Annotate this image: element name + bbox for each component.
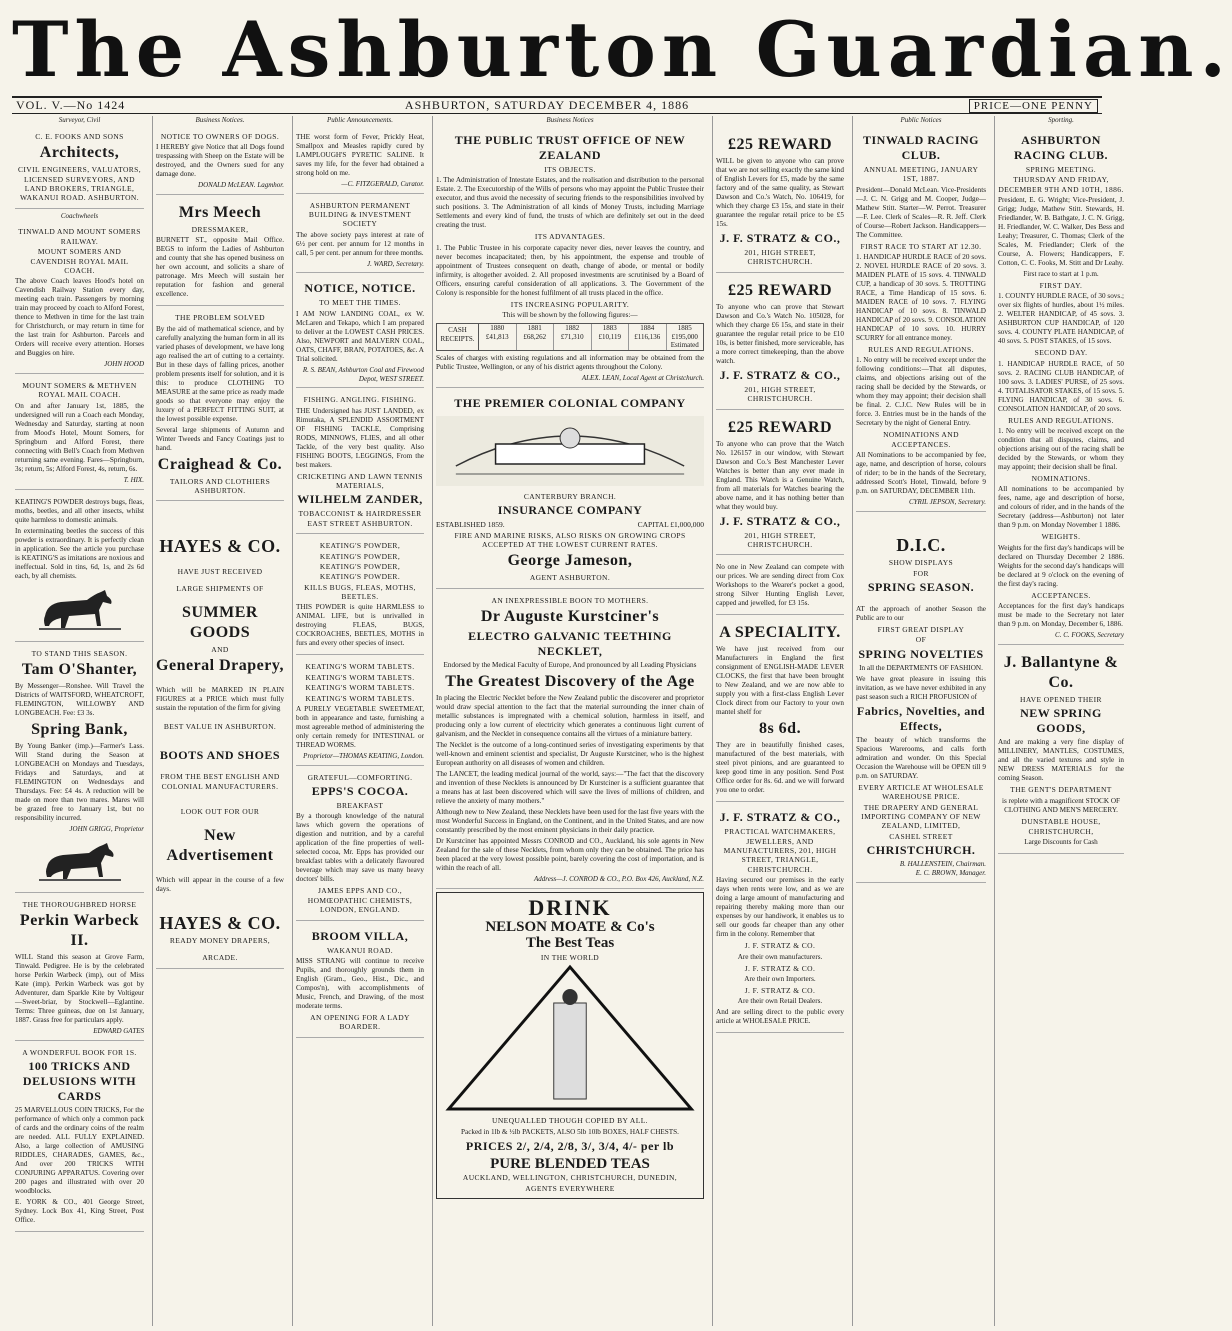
ad-subtitle: LOOK OUT FOR OUR <box>180 807 260 817</box>
ad-body: The beauty of which transforms the Spacious Warerooms, and calls forth admiration and wonder. On this Special Occasion the Warehouse will be OPEN till 9 p.m. on SATURDAY. <box>856 735 986 780</box>
ad-subtitle: ITS ADVANTAGES. <box>534 232 606 242</box>
ad-subtitle: NOMINATIONS AND ACCEPTANCES. <box>883 430 959 449</box>
watch-compete-ad <box>716 558 844 615</box>
receipt-year: 1885 <box>677 323 692 332</box>
ad-body: The Necklet is the outcome of a long-continued series of investigating experiments by that well-known and eminent scientist and specialist, Dr Auguste Kurstciner, who is the highest European authority on all diseases of women and children. <box>436 741 704 768</box>
receipt-year: 1883 <box>602 323 617 332</box>
in-the-world: IN THE WORLD <box>540 952 600 962</box>
stratz-line: Are their own manufacturers. <box>737 952 823 961</box>
ad-body: is replete with a magnificent STOCK OF CLOTHING AND MEN'S MERCERY. <box>1001 796 1121 814</box>
ad-subtitle: FIRST RACE TO START AT 12.30. <box>860 241 982 251</box>
ad-title: Tam O'Shanter, <box>21 660 138 678</box>
ad-title: J. Ballantyne & Co. <box>1003 653 1119 691</box>
dic-ad <box>856 515 986 883</box>
column-1 <box>12 116 147 1326</box>
ad-subtitle: OF <box>915 635 927 645</box>
broom-villa-ad <box>296 924 424 1038</box>
ad-title: J. F. STRATZ & CO., <box>719 810 841 825</box>
ad-title: BROOM VILLA, <box>311 928 409 943</box>
column-heading: Business Notices <box>546 116 594 124</box>
ad-subtitle: ITS INCREASING POPULARITY. <box>510 299 630 309</box>
ad-body: All Nominations to be accompanied by fee, age, name, and description of horse, colours of rider; to be in the hands of the Secretary, addressed Scott's Hotel, Tinwald, before 9 p.m. on SATURDAY, DECEMBER 11th. <box>856 451 986 495</box>
ad-body: All nominations to be accompanied by fees, name, age and description of horse, and colours of rider, and in the hands of the Secretary (address—Ashburton) not later than 9 p.m. on Monday November 1 1886. <box>998 485 1124 530</box>
ad-body: BURNETT ST., opposite Mail Office. BEGS to inform the Ladies of Ashburton and county that she has opened business on her own account, and solicits a share of patronage. Mrs Meech will sustain her reputation for fashion and general excellence. <box>156 236 284 299</box>
ad-body: President—Donald McLean. Vice-Presidents—J. C. N. Grigg and M. Cooper, Judge—Mathew Stitt. Starter—W. Perrot. Treasurer—F. Lee. Clerk of Scales—R. R. Jeff. Clerk of Course—Robert Jackson. Handicappers—The Committee. <box>856 185 986 239</box>
ad-title: Craighead & Co. <box>157 455 283 473</box>
volume-number: VOL. V.—No 1424 <box>16 98 126 112</box>
price-text: 8s 6d. <box>758 720 802 738</box>
ad-title: Spring Bank, <box>31 720 128 738</box>
ad-subtitle: FIRST DAY. <box>1039 280 1083 290</box>
ad-repeat-line: KEATING'S WORM TABLETS. <box>305 672 415 682</box>
stratz-line: J. F. STRATZ & CO. <box>744 941 816 951</box>
receipt-note: Estimated <box>670 341 699 350</box>
ad-body: The LANCET, the leading medical journal of the world, says:—"The fact that the discovery and invention of these Necklets is announced by Dr Kurstciner is a sufficient guarantee that a means has at last been discovered which will save the lives of millions of children, and relieve the anxiety of many mothers." <box>436 770 704 806</box>
ad-subtitle: FIRE AND MARINE RISKS, ALSO RISKS ON GROWING CROPS ACCEPTED AT THE LOWEST CURRENT RATES. <box>454 530 686 550</box>
ad-title: WILHELM ZANDER, <box>297 492 423 507</box>
receipt-year: 1881 <box>527 323 542 332</box>
reward-ad-1 <box>716 130 844 273</box>
price-box: PRICE—ONE PENNY <box>969 99 1098 113</box>
ad-subtitle: THE GENT'S DEPARTMENT <box>1010 785 1112 795</box>
ad-title: Mrs Meech <box>178 203 262 221</box>
reward-ad-3 <box>716 413 844 556</box>
ad-subtitle: THURSDAY AND FRIDAY, DECEMBER 9TH AND 10TH, 1886. <box>998 175 1124 194</box>
receipt-year: 1882 <box>565 323 580 332</box>
mail-coach-ad <box>15 377 144 490</box>
ad-signature: E. C. BROWN, Manager. <box>915 868 986 877</box>
prices-list: PRICES 2/, 2/4, 2/8, 3/, 3/4, 4/- per lb <box>465 1138 675 1153</box>
ad-body: By Messenger—Ronshee. Will Travel the Districts of WAITSFORD, WHEATCROFT, FLEMINGTON, WILLOWBY AND LONGBEACH. Fee: £3 3s. <box>15 681 144 717</box>
ad-signature: Proprietor—THOMAS KEATING, London. <box>303 751 424 760</box>
ad-subtitle: AGENT ASHBURTON. <box>529 573 611 583</box>
ad-subtitle: TOBACCONIST & HAIRDRESSER EAST STREET ASHBURTON. <box>298 509 422 528</box>
ad-subtitle: ANNUAL MEETING, JANUARY 1ST, 1887. <box>863 164 979 184</box>
ad-body: To anyone who can prove that Stewart Dawson and Co.'s Watch No. 105028, for which they charge £6 15s, and state in their guarantee the regular retail price to be £10 10s, is better finished, more serviceable, has a more correct timekeeping, than the above watch. <box>716 302 844 365</box>
ad-body: On and after January 1st, 1885, the undersigned will run a Coach each Monday, Wednesday and Saturday, starting at noon from Mood's Hotel, Mount Somers, for Springburn and Alford Forest, there connecting with Bell's Coach from Methven returning same evening. Fares—Springburn, 3s; return, 5s; Alford Forest, 4s, return, 6s. <box>15 401 144 473</box>
ad-title: J. F. STRATZ & CO., <box>719 231 841 245</box>
public-trust-ad <box>436 128 704 388</box>
ad-subtitle: FROM THE BEST ENGLISH AND COLONIAL MANUFACTURERS. <box>160 772 280 791</box>
ad-footer: AN OPENING FOR A LADY BOARDER. <box>310 1012 410 1032</box>
tea-cities: AUCKLAND, WELLINGTON, CHRISTCHURCH, DUNEDIN, <box>462 1173 678 1183</box>
ad-subtitle: ARCADE. <box>202 953 238 963</box>
ad-signature: B. HALLENSTEIN, Chairman. <box>899 860 986 868</box>
wonderful-book-ad <box>15 1044 144 1232</box>
unequalled: UNEQUALLED THOUGH COPIED BY ALL. <box>492 1116 648 1126</box>
ad-title: £25 REWARD <box>727 418 833 436</box>
column-heading: Surveyor, Civil <box>58 116 101 124</box>
ad-title: TINWALD RACING CLUB. <box>862 132 979 162</box>
ad-title: ELECTRO GALVANIC TEETHING NECKLET, <box>468 629 672 659</box>
ad-title: SPRING SEASON. <box>867 580 975 594</box>
insurance-crest-emblem <box>436 416 704 486</box>
ad-body: Scales of charges with existing regulations and all information may be obtained from the Public Trustee, Wellington, or any of his district agents throughout the Colony. <box>436 354 704 372</box>
ad-body: In exterminating beetles the success of this powder is extraordinary. It is perfectly clean in application. See the article you purchase is KEATING'S as imitations are noxious and ineffectual. Sold in tins, 6d, 1s, and 2s 6d each, by all chemists. <box>15 526 144 580</box>
ad-repeat-line: KEATING'S WORM TABLETS. <box>305 662 415 672</box>
stratz-line: J. F. STRATZ & CO. <box>744 963 816 973</box>
ad-signature: JOHN HOOD <box>104 360 144 369</box>
fooks-ad <box>15 128 144 209</box>
issue-date: ASHBURTON, SATURDAY DECEMBER 4, 1886 <box>404 98 690 112</box>
receipts-label: CASH RECEIPTS. <box>437 324 479 350</box>
column-4-5 <box>432 116 707 1326</box>
ad-body: THE worst form of Fever, Prickly Heat, Smallpox and Measles rapidly cured by LAMPLOUGH'S PYRETIC SALINE. It saves my life, for the fever had obtained a strong hold on me. <box>296 132 424 177</box>
ad-body: The above Coach leaves Hood's hotel on Cavendish Railway Station every day, meeting each train. Passengers by morning train may proceed by coach to Alford Forest, thence to Methven in time for the last train for Christchurch, or may return in time for the last train for Ashburton. Parcels and Orders will receive every attention. Horses and Buggies on hire. <box>15 277 144 358</box>
ad-title: Fabrics, Novelties, and Effects, <box>856 703 986 733</box>
ad-body: 1. No entry will be received except under the following conditions:—That all disputes, claims, and objections arising out of the racing shall be decided by the Stewards, or whom they may appoint; their decision shall be final. 2. C.J.C. New Rules will be in force. 3. Entries must be in the hands of the Secretary by the night of General Entry. <box>856 356 986 428</box>
ad-repeat-line: KEATING'S POWDER, <box>319 551 401 561</box>
receipts-cell <box>554 324 592 350</box>
ad-subtitle: NOMINATIONS. <box>1031 474 1091 483</box>
ad-body: Several large shipments of Autumn and Winter Tweeds and Fancy Coatings just to hand. <box>156 425 284 452</box>
ad-title: NOTICE, NOTICE. <box>304 281 416 296</box>
ad-signature: JOHN GRIGG, Proprietor <box>69 824 144 833</box>
fishing-ad <box>296 391 424 534</box>
tea-agents: AGENTS EVERYWHERE <box>525 1183 615 1193</box>
ad-subtitle: READY MONEY DRAPERS, <box>169 936 271 945</box>
ad-body: This will be shown by the following figures:— <box>502 310 638 319</box>
hayes-ad <box>156 530 284 968</box>
ad-subtitle: CANTERBURY BRANCH. <box>523 491 617 501</box>
ad-body: Endorsed by the Medical Faculty of Europe, And pronounced by all Leading Physicians <box>443 661 697 670</box>
ad-subtitle: TO MEET THE TIMES. <box>319 298 401 308</box>
column-7 <box>852 116 989 1326</box>
ad-body: I AM NOW LANDING COAL, ex W. McLaren and Tekapo, which I am prepared to deliver at the LOWEST CASH PRICES. Also, NEWPORT and MALVERN COAL, OATS, CHAFF, BRAN, POTATOES, &c. A Trial solicited. <box>296 309 424 363</box>
capital-text: CAPITAL £1,000,000 <box>637 520 704 530</box>
ad-signature: EDWARD GATES <box>93 1027 144 1036</box>
ad-title: J. F. STRATZ & CO., <box>719 513 841 528</box>
ad-title: The Greatest Discovery of the Age <box>445 673 695 691</box>
ad-signature: JAMES EPPS AND CO., HOMŒOPATHIC CHEMISTS, LONDON, ENGLAND. <box>307 886 413 915</box>
ad-body: Which will be MARKED IN PLAIN FIGURES at a PRICE which must fully sustain the reputation of the firm for giving <box>156 686 284 712</box>
nelson-moate-tea-ad <box>436 892 704 1199</box>
ad-title: NEW SPRING GOODS, <box>1020 706 1102 736</box>
ad-title: ASHBURTON RACING CLUB. <box>1013 132 1108 162</box>
ad-title: THE PUBLIC TRUST OFFICE OF NEW ZEALAND <box>454 132 686 162</box>
ad-footer: E. YORK & CO., 401 George Street, Sydney. Lock Box 41, King Street, Post Office. <box>15 1198 144 1225</box>
ad-body: AT the approach of another Season the Public are to our <box>856 605 986 622</box>
ad-heading: NOTICE TO OWNERS OF DOGS. <box>160 131 280 141</box>
ad-body: I HEREBY give Notice that all Dogs found trespassing with Sheep on the Estate will be destroyed, and the Owners sued for any damage done. <box>156 143 284 179</box>
ad-body: 1. COUNTY HURDLE RACE, of 30 sovs.; over six flights of hurdles, about 1½ miles. 2. WELTER HANDICAP, of 45 sovs. 3. ASHBURTON CUP HANDICAP, of 120 sovs. 4. COUNTY PLATE HANDICAP, of 40 sovs. 5. POST STAKES, of 15 sovs. <box>998 292 1124 346</box>
ad-repeat-line: KEATING'S POWDER. <box>319 572 401 582</box>
ad-heading: TINWALD AND MOUNT SOMERS RAILWAY. <box>18 227 141 246</box>
ad-subtitle: CRICKETING AND LAWN TENNIS MATERIALS, <box>297 471 423 490</box>
ad-subtitle: CHRISTCHURCH, <box>1028 827 1094 836</box>
column-heading: Public Notices <box>900 116 942 124</box>
ad-signature: Address—J. CONROD & CO., P.O. Box 426, Auckland, N.Z. <box>533 875 704 884</box>
ad-body: President, E. G. Wright; Vice-President, J. Grigg; Judge, Mathew Stitt. Stewards, H. Friedlander, W. B. Bathgate, J. C. N. Grigg, H. Friedlander, W. C. Walker, Des Bess and Leahy; Treasurer, C. Thomas; Clerk of the Scales, M. Friedlander; Clerk of the Course, A. Flowers; Handicappers, F. Cotton, C. C. Fooks, M. Stitt and Dr Leahy. <box>998 195 1124 267</box>
ad-title: SUMMER GOODS <box>182 603 258 641</box>
ad-body: To anyone who can prove that the Watch No. 126157 in our window, with Stewart Dawson and Co.'s Best Manchester Lever Watches is better than any ever made in England. This Watch is a Genuine Watch, from all materials for Watches bearing the above name, and it has nothing better than what they would buy. <box>716 439 844 511</box>
ad-subtitle: WEIGHTS. <box>1041 532 1081 542</box>
ad-subtitle: PRACTICAL WATCHMAKERS, JEWELLERS, AND MANUFACTURERS, 201, HIGH STREET, TRIANGLE, CHRISTCHURCH. <box>723 827 837 874</box>
ad-body: No one in New Zealand can compete with our prices. We are sending direct from Cox Workshops to the Wearer's pocket a good, strong Silver Hunting English Lever, capped and jewelled, for £3 15s. <box>716 563 844 608</box>
ad-heading: THE PROBLEM SOLVED <box>175 313 265 323</box>
column-heading: Public Announcements. <box>327 116 393 124</box>
ad-heading: A WONDERFUL BOOK FOR 1S. <box>22 1047 137 1057</box>
ad-subtitle: ACCEPTANCES. <box>1031 590 1091 600</box>
column-6 <box>712 116 847 1326</box>
ballantyne-ad <box>998 648 1124 855</box>
ad-body: And are selling direct to the public every article at WHOLESALE PRICE. <box>716 1008 844 1026</box>
ad-signature: CYRIL JEPSON, Secretary. <box>909 498 986 506</box>
ad-signature: ALEX. LEAN, Local Agent at Christchurch. <box>581 374 704 383</box>
reward-ad-2 <box>716 276 844 410</box>
ad-signature: C. C. FOOKS, Secretary <box>1055 631 1124 640</box>
ad-title: Perkin Warbeck II. <box>19 912 140 950</box>
ad-body: THIS POWDER is quite HARMLESS to ANIMAL LIFE, but is unrivalled in destroying FLEAS, BUGS, COCKROACHES, BEETLES, MOTHS in furs and every other species of insect. <box>296 603 424 648</box>
ad-subtitle: SPRING MEETING. <box>1025 164 1097 174</box>
receipt-amount: £41,813 <box>485 332 509 341</box>
best-teas: The Best Teas <box>525 935 615 952</box>
perkin-warbeck-ad <box>15 896 144 1041</box>
coal-notice-ad <box>296 276 424 388</box>
column-heading: Business Notices. <box>195 116 245 124</box>
ad-title: BOOTS AND SHOES <box>159 748 281 763</box>
column-heading: Sporting. <box>1048 116 1074 124</box>
ad-subtitle: DUNSTABLE HOUSE, <box>1021 816 1101 826</box>
ad-body: By Young Banker (imp.)—Farmer's Lass. Will Stand during the Season at LONGBEACH on Mondays and Tuesdays, Fridays and Saturdays, and at FLEMINGTON on Wednesdays and Thursdays. Fee: £4 4s. A reduction will be made on more than two mares. Mares will be grazed free to January 1st, but no responsibility incurred. <box>15 741 144 822</box>
ad-body: 1. HANDICAP HURDLE RACE, of 50 sovs. 2. RACING CLUB HANDICAP, of 100 sovs. 3. LADIES' PURSE, of 25 sovs. 4. TOTALISATOR STAKES, of 15 sovs. 5. FLYING HANDICAP, of 30 sovs. 6. CONSOLATION HANDICAP, of 20 sovs. <box>998 359 1124 413</box>
receipt-amount: £195,000 <box>671 332 698 341</box>
ad-subtitle: FOR <box>913 568 929 578</box>
tinwald-racing-ad <box>856 128 986 512</box>
ad-subtitle: KILLS BUGS, FLEAS, MOTHS, BEETLES. <box>304 582 416 601</box>
columns-grid <box>12 116 1124 1326</box>
ad-title: £25 REWARD <box>727 281 833 299</box>
ad-body: By a thorough knowledge of the natural laws which govern the operations of digestion and nutrition, and by a careful application of the fine properties of well-selected cocoa, Mr. Epps has provided our breakfast tables with a delicately flavoured beverage which may save us many heavy doctors' bills. <box>296 812 424 884</box>
ad-title: A SPECIALITY. <box>719 624 841 642</box>
ad-heading: ASHBURTON PERMANENT BUILDING & INVESTMENT SOCIETY <box>308 200 412 229</box>
keating-powder-ad <box>296 537 424 655</box>
horse-illustration <box>35 586 125 632</box>
ad-subtitle: RULES AND REGULATIONS. <box>868 344 974 354</box>
ad-body: We have great pleasure in issuing this invitation, as we have never exhibited in any past season such a RICH PROFUSION of <box>856 674 986 701</box>
ad-subtitle: ITS OBJECTS. <box>544 164 596 174</box>
ad-subtitle: SHOW DISPLAYS <box>888 558 954 568</box>
ashburton-racing-ad <box>998 128 1124 645</box>
dateline-bar <box>12 96 1102 114</box>
premier-insurance-ad <box>436 391 704 589</box>
ad-title: CHRISTCHURCH. <box>866 843 976 857</box>
ad-subtitle: HAVE JUST RECEIVED <box>177 566 263 576</box>
ad-subtitle: TAILORS AND CLOTHIERS ASHBURTON. <box>169 476 271 495</box>
teething-necklet-ad <box>436 592 704 889</box>
ad-body: 1. No entry will be received except on the condition that all disputes, claims, and objections arising out of the racing shall be decided by the Stewards, or whom they may appoint; their decision shall be final. <box>998 427 1124 471</box>
ad-heading: MOUNT SOMERS & METHVEN ROYAL MAIL COACH. <box>22 381 137 400</box>
meech-ad <box>156 198 284 306</box>
ad-body: Which will appear in the course of a few days. <box>156 875 284 893</box>
ad-subtitle: 201, HIGH STREET, CHRISTCHURCH. <box>744 530 816 549</box>
ad-body: A PURELY VEGETABLE SWEETMEAT, both in appearance and taste, furnishing a most agreeable method of administering the only certain remedy for INTESTINAL or THREAD WORMS. <box>296 704 424 749</box>
ad-title: SPRING NOVELTIES <box>858 646 984 661</box>
ad-body: By the aid of mathematical science, and by carefully analyzing the human form in all its varied phases of development, we have long ago realised the art of cutting to a certainty. But in these days of falling prices, another problem presents itself for solution, and it is this: to produce CLOTHING TO MEASURE at the same price as ready made goods so that everyone may enjoy the luxury of a PERFECT FITTING SUIT, at the lowest possible expense. <box>156 324 284 423</box>
ad-signature: T. HIX. <box>123 475 144 484</box>
ad-heading: C. E. FOOKS AND SONS <box>35 131 124 141</box>
ad-body: 1. The Administration of Intestate Estates, and the realisation and distribution to the personal Estate. 2. The Executorship of the Wills of persons who may appoint the Public Trustee their executor, and thus avoid the necessity of securing friends to the responsibilities involved by such positions. 3. The Administration of all kinds of Money Trusts, including Marriage Settlements and every kind of fund, the trusts of which are definitely set out in the deed creating the trust. <box>436 176 704 230</box>
ad-heading: TO STAND THIS SEASON. <box>31 648 128 658</box>
ad-title: D.I.C. <box>896 534 946 555</box>
established-text: ESTABLISHED 1859. <box>436 520 505 530</box>
ad-body: Weights for the first day's handicaps will be declared on Thursday December 2 1886. Weights for the second day's handicaps will be declared at 9 o'clock on the evening of the first day's racing. <box>998 543 1124 588</box>
ad-subtitle: 201, HIGH STREET, CHRISTCHURCH. <box>744 384 816 404</box>
ad-signature: R. S. BEAN, Ashburton Coal and Firewood Depot, WEST STREET. <box>302 365 424 383</box>
receipt-amount: £116,136 <box>634 332 661 341</box>
ad-body: And are making a very fine display of MILLINERY, MANTLES, COSTUMES, and all the varied textures and style in NEW DRESS MATERIALS for the coming Season. <box>998 738 1124 783</box>
ad-repeat-line: KEATING'S POWDER, <box>319 541 401 551</box>
ad-body: 25 MARVELLOUS COIN TRICKS, For the performance of which only a common pack of cards and the ordinary coins of the realm are needed. ALL FULLY EXPLAINED. Also, a large collection of AMUSING RIDDLES, CHARADES, GAMES, &c., And over 200 TRICKS WITH CONJURING APPARATUS. Covering over 200 pages and illustrated with over 20 woodblocks. <box>15 1106 144 1196</box>
receipts-cell <box>629 324 667 350</box>
ad-title: HAYES & CO. <box>159 912 281 933</box>
ad-title: Architects, <box>39 144 120 162</box>
ad-repeat-line: KEATING'S WORM TABLETS. <box>305 693 415 703</box>
ad-body: In all the DEPARTMENTS OF FASHION. <box>859 663 983 672</box>
ad-body: THE Undersigned has JUST LANDED, ex Rimutaka, A SPLENDID ASSORTMENT OF FISHING TACKLE, Comprising RODS, MINNOWS, FLIES, and all other Tackle, of the very best quality. Also FISHING BOOTS, LEGGINGS, From the best makers. <box>296 406 424 469</box>
established-row <box>436 520 704 529</box>
ad-subtitle: LARGE SHIPMENTS OF <box>176 584 264 594</box>
ad-body: Although new to New Zealand, these Necklets have been used for the last five years with the most Wonderful Success in England, on the Continent, and in the United States, and are now constantly prescribed by the most eminent physicians in their daily practice. <box>436 808 704 835</box>
column-3 <box>292 116 427 1326</box>
worm-tablets-ad <box>296 658 424 765</box>
stratz-line: Are their own Importers. <box>744 974 816 983</box>
fever-ad <box>296 128 424 194</box>
ad-title: HAYES & CO. <box>159 536 281 557</box>
ad-subtitle: DRESSMAKER, <box>191 224 249 234</box>
pure-blended: PURE BLENDED TEAS <box>490 1155 650 1172</box>
ad-title: General Drapery, <box>156 657 284 674</box>
ad-subtitle: EVERY ARTICLE AT WHOLESALE WAREHOUSE PRICE. <box>858 782 984 802</box>
ad-body: Having secured our premises in the early days when rents were low, and as we are doing a large amount of manufacturing and repairing thereby making more than our expenses by our handiwork, it enables us to sell our goods far cheaper than any other firm in the colony. Remember that <box>716 876 844 939</box>
ad-subtitle: AND <box>211 644 229 654</box>
receipts-cell <box>517 324 555 350</box>
ad-body: 1. The Public Trustee in his corporate capacity never dies, never leaves the country, and never becomes incapacitated; then, by his appointment, the expense and trouble of appointment of Trustees consequent on death, change of abode, or mental or bodily infirmity, is altogether avoided. 2. All proposed investments are scrutinised by a Board of Officers, ensuring careful consideration of all applications. 3. The Government of the Colony is responsible for the honest fulfilment of all trusts placed in the office. <box>436 243 704 297</box>
epps-cocoa-ad <box>296 769 424 921</box>
ad-heading: AN INEXPRESSIBLE BOON TO MOTHERS. <box>491 595 649 605</box>
problem-solved-ad <box>156 309 284 501</box>
ad-heading: THE THOROUGHBRED HORSE <box>22 899 137 909</box>
ad-repeat-line: KEATING'S WORM TABLETS. <box>305 683 415 693</box>
ad-body: WILL Stand this season at Grove Farm, Tinwald. Pedigree. He is by the celebrated horse Perkin Warbeck (imp), out of Miss Kate (imp). Perkin Warbeck was got by Adventurer, dam Sparkle Kite by Voltigeur—Sweet-briar, by Stockwell—Eglantine. Terms: Three guineas, due on 1st January, 1887. Grass free for particulars apply. <box>15 953 144 1025</box>
masthead-title: The Ashburton Guardian. <box>12 5 1232 94</box>
receipt-amount: £10,119 <box>598 332 621 341</box>
ad-body: Dr Kurstciner has appointed Messrs CONROD and CO., Auckland, his sole agents in New Zealand for the sale of these Necklets, from whom only they can be obtained. The price has been placed at the very lowest possible point, barely covering the cost of importation, and is within the reach of all. <box>436 837 704 873</box>
receipts-cell <box>667 324 704 350</box>
ad-title: EPPS'S COCOA. <box>311 784 409 798</box>
ad-subtitle: BREAKFAST <box>336 801 384 810</box>
coach-ad <box>15 223 144 374</box>
ad-title: THE PREMIER COLONIAL COMPANY <box>454 395 686 410</box>
ad-subtitle: CASHEL STREET <box>889 831 953 841</box>
ad-body: Acceptances for the first day's handicaps must be made to the Secretary not later than 9 p.m. on Monday, December 6, 1886. <box>998 602 1124 629</box>
masthead <box>12 4 1232 96</box>
tea-pyramid-illustration <box>441 963 699 1113</box>
ad-body: The above society pays interest at rate of 6½ per cent. per annum for 12 months in call, 5 per cent. per annum for three months. <box>296 230 424 257</box>
speciality-ad <box>716 618 844 802</box>
receipt-year: 1880 <box>490 323 505 332</box>
ad-body: First race to start at 1 p.m. <box>1023 269 1099 278</box>
section-heading: Coachwheels <box>60 211 99 220</box>
ad-subtitle: BEST VALUE IN ASHBURTON. <box>163 722 277 731</box>
packing-text: Packed in 1lb & ½lb PACKETS, ALSO 5lb 10lb BOXES, HALF CHESTS. <box>461 1127 679 1136</box>
horse-illustration <box>35 837 125 883</box>
ad-body: We have just received from our Manufacturers in England the first consignment of ENGLISH-MADE LEVER CLOCKS, the first that have been brought to New Zealand, and we are now able to supply you with a first-class English Lever Clock direct from our Factory to your own mantel shelf for <box>716 645 844 717</box>
receipts-table <box>436 323 704 351</box>
ad-title: J. F. STRATZ & CO., <box>719 367 841 382</box>
ad-body: WILL be given to anyone who can prove that we are not selling exactly the same kind of English Levers for £5, made by the same factory and of the same quality, as Stewart Dawson and Co.'s Watch, No. 106419, for which they charge £3 15s, and state in their guarantee the regular retail price to be £5 15s. <box>716 157 844 228</box>
ad-subtitle: FIRST GREAT DISPLAY <box>877 625 965 634</box>
ad-body: In placing the Electric Necklet before the New Zealand public the discoverer and proprietor would draw special attention to the fact that the material surrounding the inner chain of metallic substances is impregnated with a chemical solution, harmless in itself, and producing only a low current of electricity which generates a continuous light current of galvanism, and the Necklet in consequence contains all the virtues of a miniature battery. <box>436 694 704 739</box>
ad-subtitle: WAKANUI ROAD. <box>326 945 394 955</box>
building-society-ad <box>296 197 424 274</box>
ad-subtitle: CIVIL ENGINEERS, VALUATORS, LICENSED SURVEYORS, AND LAND BROKERS, TRIANGLE, WAKANUI ROAD. ASHBURTON. <box>17 165 142 203</box>
receipts-cell <box>592 324 630 350</box>
stratz-watchmakers-ad <box>716 805 844 1033</box>
column-8 <box>994 116 1127 1326</box>
ad-title: Dr Auguste Kurstciner's <box>480 608 660 626</box>
ad-body: 1. HANDICAP HURDLE RACE of 20 sovs. 2. NOVEL HURDLE RACE of 20 sovs. 3. MAIDEN PLATE of 15 sovs. 4. TINWALD CUP, a handicap of 30 sovs. 5. TROTTING RACE, a Time Handicap of 15 sovs. 6. MAIDEN RACE of 10 sovs. 7. FLYING HANDICAP of 10 sovs. 8. TINWALD HANDICAP of 20 sovs. 9. CONSOLATION HANDICAP of 10 sovs. 10. HURRY SCURRY for all entrance money. <box>856 252 986 342</box>
receipt-year: 1884 <box>640 323 655 332</box>
ad-body: They are in beautifully finished cases, manufactured of the best materials, with steel pivot pinions, and are guaranteed to keep good time in any position. Send Post Office order for 8s. 6d. and we will forward you one to order. <box>716 741 844 795</box>
keating-ad <box>15 493 144 642</box>
ad-signature: DONALD McLEAN. Lagmhor. <box>198 181 284 190</box>
receipt-amount: £68,262 <box>523 332 547 341</box>
tea-brand: NELSON MOATE & Co's <box>485 918 655 935</box>
ad-signature: J. WARD, Secretary. <box>367 259 424 268</box>
stratz-line: J. F. STRATZ & CO. <box>744 985 816 995</box>
receipt-amount: £71,310 <box>560 332 584 341</box>
dogs-notice-ad <box>156 128 284 195</box>
ad-title: George Jameson, <box>507 552 633 570</box>
stratz-line: Are their own Retail Dealers. <box>737 997 823 1006</box>
column-2 <box>152 116 287 1326</box>
ad-title: £25 REWARD <box>727 136 833 153</box>
drink-title: DRINK <box>528 894 612 920</box>
ad-signature: —C. FITZGERALD, Curator. <box>341 179 424 188</box>
ad-title: New Advertisement <box>166 826 274 864</box>
tam-oshanter-ad <box>15 645 144 893</box>
ad-repeat-line: KEATING'S POWDER, <box>319 561 401 571</box>
ad-body: Large Discounts for Cash <box>1024 838 1098 847</box>
ad-subtitle: SECOND DAY. <box>1034 348 1088 358</box>
crest-band-text: INSURANCE COMPANY <box>497 503 643 518</box>
ad-heading: KEATING'S POWDER destroys bugs, fleas, moths, beetles, and all other insects, whilst quite harmless to domestic animals. <box>15 497 144 524</box>
ad-title: 100 TRICKS AND DELUSIONS WITH CARDS <box>22 1059 137 1104</box>
ad-heading: GRATEFUL—COMFORTING. <box>307 772 413 782</box>
ad-heading: FISHING. ANGLING. FISHING. <box>303 395 417 405</box>
receipts-cell <box>479 324 517 350</box>
ad-subtitle: HAVE OPENED THEIR <box>1020 694 1102 704</box>
ad-body: MISS STRANG will continue to receive Pupils, and thoroughly grounds them in English (Gram., Geo., Hist., Dic., and Compos'n), with accomplishments of Music, French, and Drawing, of the most moderate terms. <box>296 956 424 1010</box>
ad-subtitle: RULES AND REGULATIONS. <box>1008 415 1114 425</box>
ad-subtitle: 201, HIGH STREET, CHRISTCHURCH. <box>744 248 816 267</box>
ad-subtitle: MOUNT SOMERS AND CAVENDISH ROYAL MAIL COACH. <box>30 247 129 275</box>
ad-subtitle: THE DRAPERY AND GENERAL IMPORTING COMPANY OF NEW ZEALAND, LIMITED, <box>861 802 981 831</box>
